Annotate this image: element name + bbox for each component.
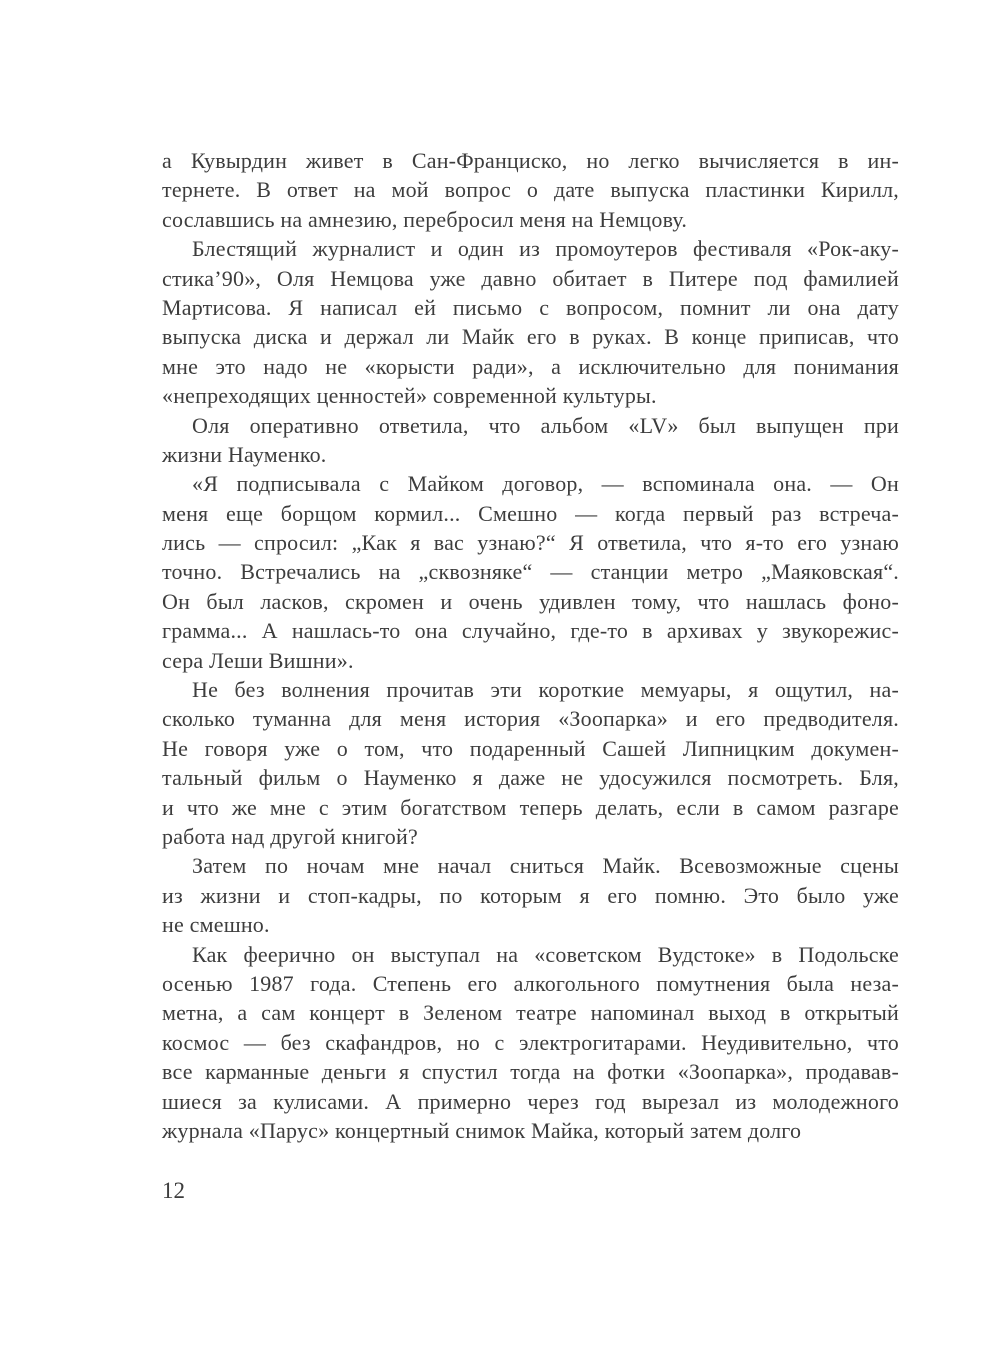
text-line: стика’90», Оля Немцова уже давно обитает в Питере под фамилией [162, 265, 899, 291]
text-line: «Я подписывала с Майком договор, — вспоминала она. — Он [192, 471, 899, 497]
text-line: метна, а сам концерт в Зеленом театре напоминал выход в открытый [162, 1000, 899, 1026]
text-line: не смешно. [162, 912, 270, 938]
paragraph [162, 940, 899, 1146]
text-line: мне это надо не «корысти ради», а исключительно для понимания [162, 353, 899, 379]
text-line: Как феерично он выступал на «советском Вудстоке» в Подольске [192, 941, 899, 967]
text-line: меня еще борщом кормил... Смешно — когда первый раз встреча- [162, 500, 899, 526]
paragraph [162, 469, 899, 675]
text-line: а Кувырдин живет в Сан-Франциско, но легко вычисляется в ин- [162, 148, 899, 173]
paragraph [162, 411, 899, 470]
paragraph [162, 234, 899, 410]
paragraph [162, 675, 899, 851]
text-line: тернете. В ответ на мой вопрос о дате выпуска пластинки Кирилл, [162, 177, 899, 203]
paragraph [162, 146, 899, 234]
text-line: «непреходящих ценностей» современной культуры. [162, 383, 657, 409]
text-line: Не говоря уже о том, что подаренный Сашей Липницким докумен- [162, 735, 899, 761]
text-line: и что же мне с этим богатством теперь делать, если в самом разгаре [162, 794, 899, 820]
text-line: Он был ласков, скромен и очень удивлен тому, что нашлась фоно- [162, 588, 899, 614]
text-line: осенью 1987 года. Степень его алкогольного помутнения была неза- [162, 970, 899, 996]
text-line: из жизни и стоп-кадры, по которым я его помню. Это было уже [162, 882, 899, 908]
page-text-block [162, 146, 899, 1145]
text-line: тальный фильм о Науменко я даже не удосужился посмотреть. Бля, [162, 765, 899, 791]
text-line: лись — спросил: „Как я вас узнаю?“ Я ответила, что я-то его узнаю [162, 530, 899, 556]
text-line: Не без волнения прочитав эти короткие мемуары, я ощутил, на- [192, 677, 899, 703]
text-line: выпуска диска и держал ли Майк его в руках. В конце приписав, что [162, 324, 899, 350]
text-line: Затем по ночам мне начал сниться Майк. Всевозможные сцены [192, 853, 899, 879]
text-line: сколько туманна для меня история «Зоопарка» и его предводителя. [162, 706, 899, 732]
text-line: все карманные деньги я спустил тогда на фотки «Зоопарка», продавав- [162, 1059, 899, 1085]
text-line: сера Леши Вишни». [162, 647, 354, 673]
text-line: шиеся за кулисами. А примерно через год вырезал из молодежного [162, 1088, 899, 1114]
text-line: Мартисова. Я написал ей письмо с вопросом, помнит ли она дату [162, 294, 899, 320]
text-line: жизни Науменко. [162, 441, 327, 467]
text-line: грамма... А нашлась-то она случайно, где-то в архивах у звукорежис- [162, 618, 899, 644]
page-number: 12 [162, 1178, 185, 1203]
text-line: Оля оперативно ответила, что альбом «LV» был выпущен при [192, 412, 899, 438]
text-line: работа над другой книгой? [162, 823, 418, 849]
text-line: космос — без скафандров, но с электрогитарами. Неудивительно, что [162, 1029, 899, 1055]
text-line: Блестящий журналист и один из промоутеров фестиваля «Рок-аку- [192, 236, 899, 262]
text-line: точно. Встречались на „сквозняке“ — станции метро „Маяковская“. [162, 559, 899, 585]
text-line: журнала «Парус» концертный снимок Майка, который затем долго [162, 1117, 802, 1143]
paragraph [162, 851, 899, 939]
text-line: сославшись на амнезию, перебросил меня на Немцову. [162, 206, 688, 232]
